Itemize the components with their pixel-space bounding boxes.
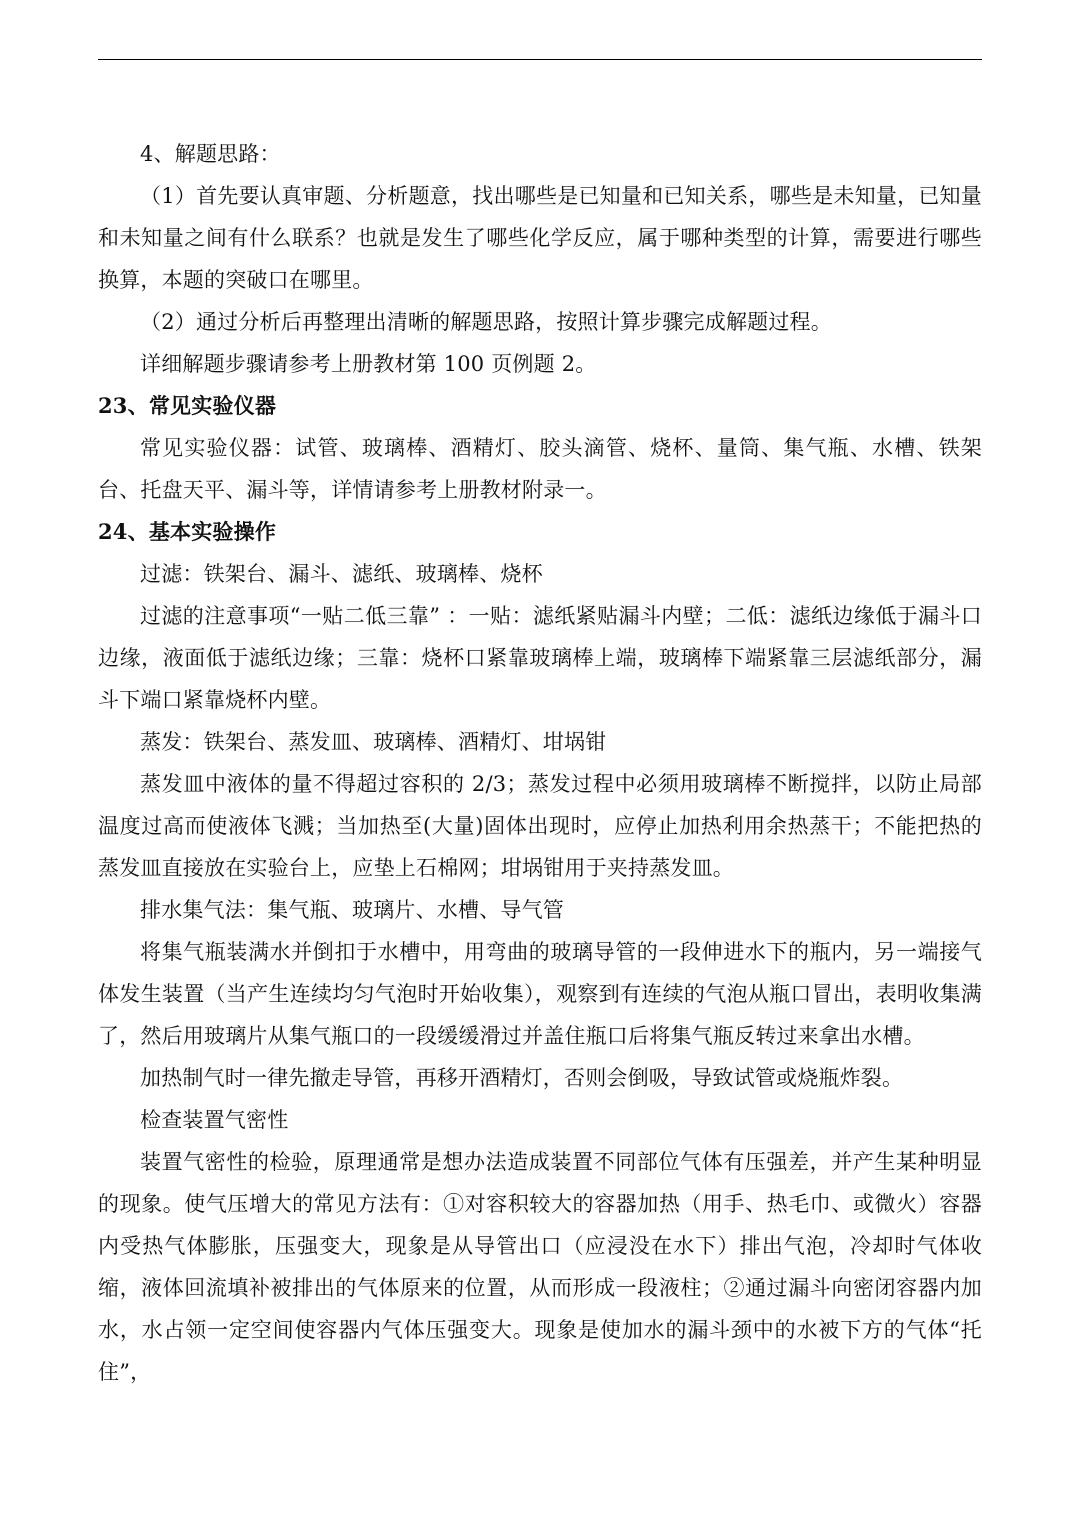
paragraph-airtightness-notes: 装置气密性的检验，原理通常是想办法造成装置不同部位气体有压强差，并产生某种明显的现象。使气压增大的常见方法有：①对容积较大的容器加热（用手、热毛巾、或微火）容器内受热气体膨胀，压强变大，现象是从导管出口（应浸没在水下）排出气泡，冷却时气体收缩，液体回流填补被排出的气体原来的位置，从而形成一段液柱；②通过漏斗向密闭容器内加水，水占领一定空间使容器内气体压强变大。现象是使加水的漏斗颈中的水被下方的气体“托住”， bbox=[98, 1150, 982, 1384]
paragraph-step-2: （2）通过分析后再整理出清晰的解题思路，按照计算步骤完成解题过程。 bbox=[140, 310, 832, 334]
paragraph-heating-caution: 加热制气时一律先撤走导管，再移开酒精灯，否则会倒吸，导致试管或烧瓶炸裂。 bbox=[140, 1066, 904, 1090]
paragraph-filtration-tools: 过滤：铁架台、漏斗、滤纸、玻璃棒、烧杯 bbox=[140, 562, 543, 586]
paragraph-water-displacement-notes: 将集气瓶装满水并倒扣于水槽中，用弯曲的玻璃导管的一段伸进水下的瓶内，另一端接气体发生装置（当产生连续均匀气泡时开始收集），观察到有连续的气泡从瓶口冒出，表明收集满了，然后用玻璃片从集气瓶口的一段缓缓滑过并盖住瓶口后将集气瓶反转过来拿出水槽。 bbox=[98, 940, 982, 1048]
header-rule bbox=[98, 59, 982, 60]
paragraph-common-instruments: 常见实验仪器：试管、玻璃棒、酒精灯、胶头滴管、烧杯、量筒、集气瓶、水槽、铁架台、托盘天平、漏斗等，详情请参考上册教材附录一。 bbox=[98, 436, 982, 502]
paragraph-evaporation-tools: 蒸发：铁架台、蒸发皿、玻璃棒、酒精灯、坩埚钳 bbox=[140, 730, 607, 754]
paragraph-airtightness-heading: 检查装置气密性 bbox=[140, 1108, 289, 1132]
paragraph-step-1: （1）首先要认真审题、分析题意，找出哪些是已知量和已知关系，哪些是未知量，已知量和未知量之间有什么联系？也就是发生了哪些化学反应，属于哪种类型的计算，需要进行哪些换算，本题的突破口在哪里。 bbox=[98, 184, 982, 292]
body-text bbox=[98, 133, 982, 1393]
section-heading-24: 24、基本实验操作 bbox=[98, 519, 277, 544]
section-heading-23: 23、常见实验仪器 bbox=[98, 393, 277, 418]
paragraph-filtration-notes: 过滤的注意事项“一贴二低三靠” ：一贴：滤纸紧贴漏斗内壁；二低：滤纸边缘低于漏斗口边缘，液面低于滤纸边缘；三靠：烧杯口紧靠玻璃棒上端，玻璃棒下端紧靠三层滤纸部分，漏斗下端口紧靠烧杯内壁。 bbox=[98, 604, 982, 712]
paragraph-solving-approach-heading: 4、解题思路： bbox=[140, 142, 281, 166]
paragraph-evaporation-notes: 蒸发皿中液体的量不得超过容积的 2/3；蒸发过程中必须用玻璃棒不断搅拌，以防止局部温度过高而使液体飞溅；当加热至(大量)固体出现时，应停止加热利用余热蒸干；不能把热的蒸发皿直接放在实验台上，应垫上石棉网；坩埚钳用于夹持蒸发皿。 bbox=[98, 772, 982, 880]
paragraph-reference: 详细解题步骤请参考上册教材第 100 页例题 2。 bbox=[140, 352, 597, 376]
paragraph-water-displacement-tools: 排水集气法：集气瓶、玻璃片、水槽、导气管 bbox=[140, 898, 564, 922]
